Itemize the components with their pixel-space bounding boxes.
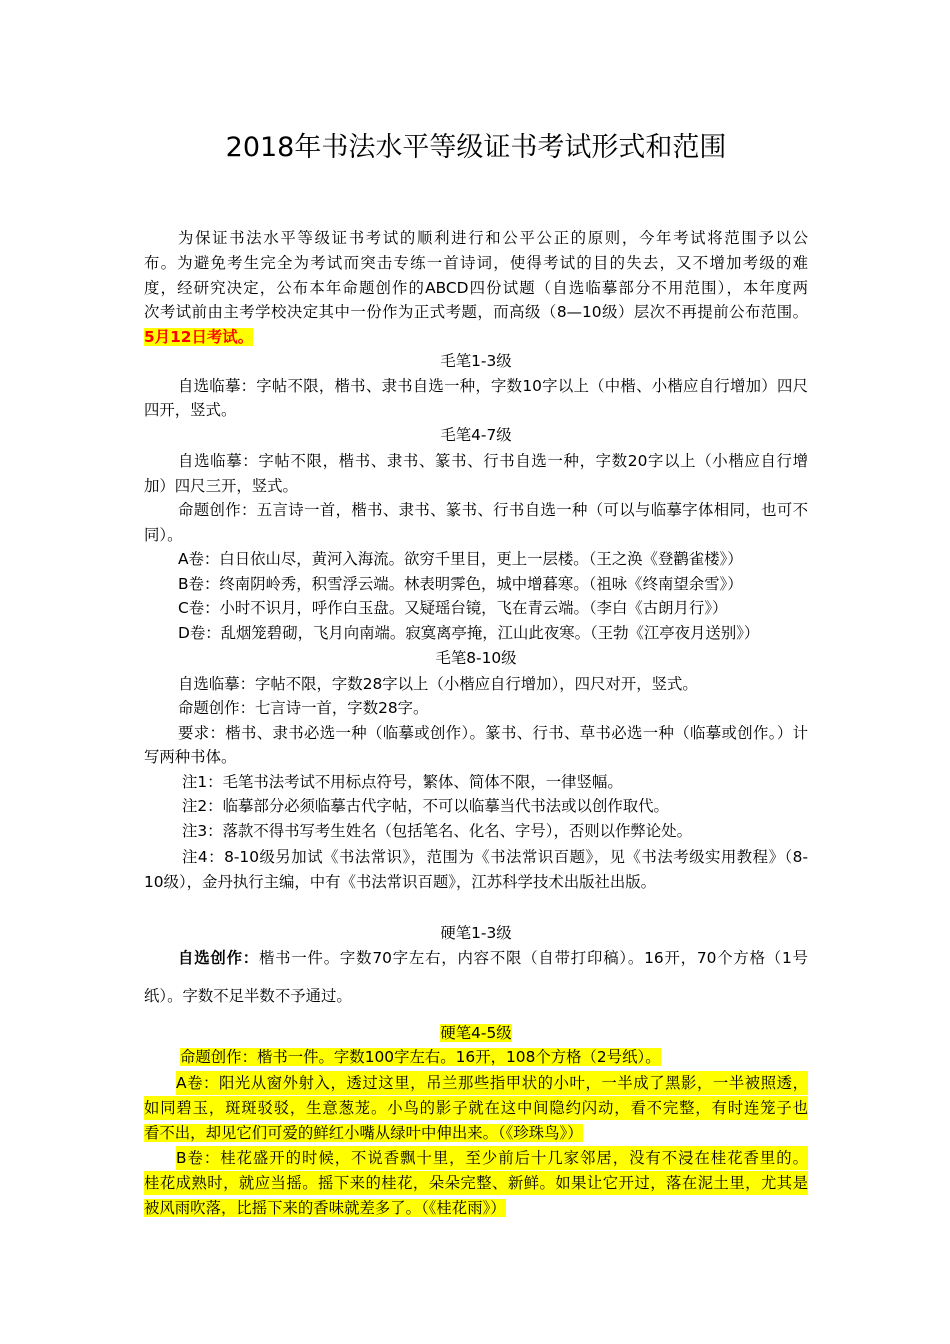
highlighted-text: 桂花成熟时，就应当摇。摇下来的桂花，朵朵完整、新鲜。如果让它开过，落在泥土里，尤其是 bbox=[144, 1171, 808, 1195]
section-heading: 硬笔1-3级 bbox=[440, 924, 512, 942]
label-bold: 自选创作： bbox=[178, 949, 259, 967]
highlighted-text: 看不出，却见它们可爱的鲜红小嘴从绿叶中伸出来。（《珍珠鸟》） bbox=[144, 1124, 583, 1142]
highlighted-text: 如同碧玉，斑斑驳驳，生意葱茏。小鸟的影子就在这中间隐约闪动，看不完整，有时连笼子也 bbox=[144, 1096, 808, 1120]
highlighted-text: 命题创作：楷书一件。字数100字左右。16开，108个方格（2号纸）。 bbox=[180, 1048, 661, 1066]
exam-paper-d: D卷：乱烟笼碧砌，飞月向南端。寂寞离亭掩，江山此夜寒。（王勃《江亭夜月送别》） bbox=[178, 624, 760, 642]
text-line: 加）四尺三开，竖式。 bbox=[144, 477, 298, 495]
text-line: 同）。 bbox=[144, 526, 183, 544]
text-line: 自选临摹：字帖不限，楷书、隶书自选一种，字数10字以上（中楷、小楷应自行增加）四尺 bbox=[178, 377, 808, 395]
text-line bbox=[144, 1121, 808, 1145]
intro-line: 为保证书法水平等级证书考试的顺利进行和公平公正的原则，今年考试将范围予以公 bbox=[178, 229, 808, 247]
text-line bbox=[144, 1071, 808, 1095]
text-line: 要求：楷书、隶书必选一种（临摹或创作）。篆书、行书、草书必选一种（临摹或创作。）计 bbox=[178, 724, 808, 742]
section-heading: 毛笔1-3级 bbox=[440, 352, 512, 370]
text-line bbox=[144, 1171, 808, 1195]
intro-line: 布。为避免考生完全为考试而突击专练一首诗词，使得考试的目的失去，又不增加考级的难 bbox=[144, 254, 808, 272]
note-line: 注3：落款不得书写考生姓名（包括笔名、化名、字号），否则以作弊论处。 bbox=[182, 822, 692, 840]
section-heading: 毛笔4-7级 bbox=[440, 426, 512, 444]
highlighted-text: 硬笔4-5级 bbox=[440, 1024, 512, 1042]
note-line: 注4：8-10级另加试《书法常识》，范围为《书法常识百题》，见《书法考级实用教程》（8- bbox=[182, 848, 808, 866]
text-line: 写两种书体。 bbox=[144, 748, 237, 766]
text-line: 命题创作：五言诗一首，楷书、隶书、篆书、行书自选一种（可以与临摹字体相同，也可不 bbox=[178, 501, 808, 519]
section-heading bbox=[144, 1021, 808, 1045]
text-line bbox=[144, 1096, 808, 1120]
intro-line: 度，经研究决定，公布本年命题创作的ABCD四份试题（自选临摹部分不用范围），本年度两 bbox=[144, 279, 808, 297]
text-line: 自选临摹：字帖不限，字数28字以上（小楷应自行增加），四尺对开，竖式。 bbox=[178, 675, 698, 693]
exam-paper-a: A卷：白日依山尽，黄河入海流。欲穷千里目，更上一层楼。（王之涣《登鹳雀楼》） bbox=[178, 550, 743, 568]
text-line bbox=[144, 1045, 808, 1069]
intro-line: 次考试前由主考学校决定其中一份作为正式考题，而高级（8—10级）层次不再提前公布范围。 bbox=[144, 303, 808, 321]
text-line: 自选临摹：字帖不限，楷书、隶书、篆书、行书自选一种，字数20字以上（小楷应自行增 bbox=[178, 452, 808, 470]
text-line bbox=[144, 1146, 808, 1170]
text-line: 命题创作：七言诗一首，字数28字。 bbox=[178, 699, 429, 717]
text-line bbox=[144, 946, 808, 970]
highlighted-text: 被风雨吹落，比摇下来的香味就差多了。（《桂花雨》） bbox=[144, 1199, 506, 1217]
note-line: 注2：临摹部分必须临摹古代字帖，不可以临摹当代书法或以创作取代。 bbox=[182, 797, 669, 815]
highlighted-text: A卷：阳光从窗外射入，透过这里，吊兰那些指甲状的小叶，一半成了黑影，一半被照透， bbox=[176, 1071, 808, 1095]
note-line: 注1：毛笔书法考试不用标点符号，繁体、简体不限，一律竖幅。 bbox=[182, 773, 623, 791]
text-line bbox=[144, 1196, 808, 1220]
exam-date: 5月12日考试。 bbox=[144, 328, 254, 346]
highlighted-text: B卷：桂花盛开的时候，不说香飘十里，至少前后十几家邻居，没有不浸在桂花香里的。 bbox=[176, 1146, 808, 1170]
page-title: 2018年书法水平等级证书考试形式和范围 bbox=[225, 132, 727, 163]
exam-paper-c: C卷：小时不识月，呼作白玉盘。又疑瑶台镜，飞在青云端。（李白《古朗月行》） bbox=[178, 599, 728, 617]
exam-paper-b: B卷：终南阴岭秀，积雪浮云端。林表明霁色，城中增暮寒。（祖咏《终南望余雪》） bbox=[178, 575, 743, 593]
exam-date-line bbox=[144, 325, 808, 349]
note-line: 10级），金丹执行主编，中有《书法常识百题》，江苏科学技术出版社出版。 bbox=[144, 873, 657, 891]
section-heading: 毛笔8-10级 bbox=[435, 649, 517, 667]
text-line: 纸）。字数不足半数不予通过。 bbox=[144, 987, 352, 1005]
text-line: 四开，竖式。 bbox=[144, 401, 237, 419]
text-span: 楷书一件。字数70字左右，内容不限（自带打印稿）。16开，70个方格（1号 bbox=[258, 949, 808, 967]
